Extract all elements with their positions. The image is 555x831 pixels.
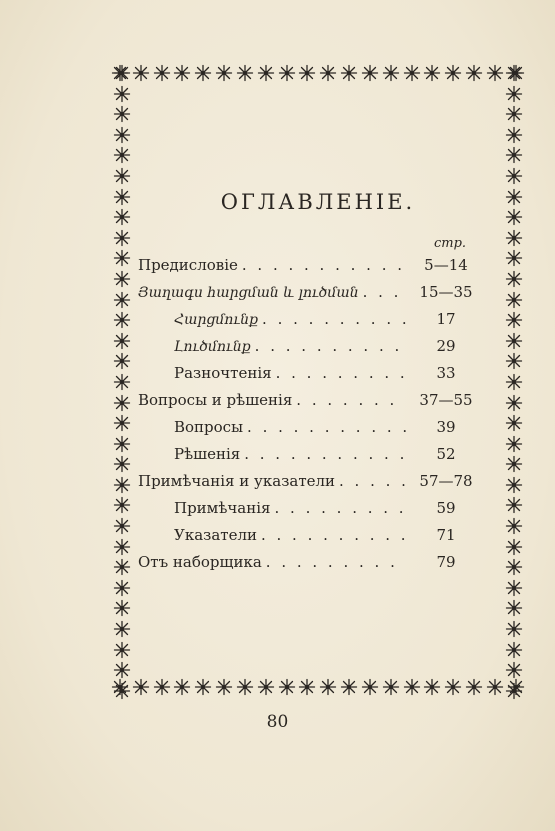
page-column-header: стр. [434,236,467,251]
asterisk-ornament-icon [113,414,131,432]
dot-leader [244,445,406,463]
asterisk-ornament-icon [113,579,131,597]
asterisk-ornament-icon [505,249,523,267]
toc-entry [138,256,486,283]
toc-entry-label: Հարցմունք [174,312,259,328]
toc-entry-page: 71 [436,526,456,544]
asterisk-ornament-icon [382,64,400,82]
asterisk-ornament-icon [505,311,523,329]
asterisk-ornament-icon [173,64,191,82]
asterisk-ornament-icon [505,620,523,638]
asterisk-ornament-icon [465,678,483,696]
asterisk-ornament-icon [340,64,358,82]
asterisk-ornament-icon [113,105,131,123]
asterisk-ornament-icon [505,682,523,700]
toc-entry [138,472,486,499]
asterisk-ornament-icon [361,64,379,82]
asterisk-ornament-icon [403,64,421,82]
toc-entry-page: 5—14 [424,256,468,274]
toc-entry [138,391,486,418]
asterisk-ornament-icon [319,678,337,696]
asterisk-ornament-icon [113,64,131,82]
toc-entry-label-wrap [138,256,406,274]
toc-entry-label: Отъ наборщика [138,553,262,571]
toc-entry-label-wrap [138,553,406,571]
toc-entry-page: 59 [436,499,456,517]
asterisk-ornament-icon [505,414,523,432]
asterisk-ornament-icon [113,167,131,185]
asterisk-ornament-icon [113,291,131,309]
dot-leader [296,391,406,409]
asterisk-ornament-icon [319,64,337,82]
toc-entry-label-wrap [138,283,406,301]
toc-entry-page: 37—55 [419,391,473,409]
toc-entry-label: Указатели [174,526,257,544]
dot-leader [261,526,406,544]
asterisk-ornament-icon [505,291,523,309]
border-left [111,64,133,700]
toc-entry-label: Լուծմունք [174,339,251,355]
asterisk-ornament-icon [505,455,523,473]
border-top [111,64,525,86]
asterisk-ornament-icon [113,373,131,391]
asterisk-ornament-icon [194,64,212,82]
toc-entry-page: 79 [436,553,456,571]
dot-leader [363,283,406,301]
toc-entry-page: 57—78 [419,472,473,490]
asterisk-ornament-icon [505,146,523,164]
asterisk-ornament-icon [505,332,523,350]
asterisk-ornament-icon [505,64,523,82]
page-number: 80 [266,712,289,732]
asterisk-ornament-icon [215,678,233,696]
asterisk-ornament-icon [505,496,523,514]
asterisk-ornament-icon [113,85,131,103]
asterisk-ornament-icon [444,678,462,696]
toc-entry-label-wrap [138,310,406,328]
toc-entry-label-wrap [138,526,406,544]
asterisk-ornament-icon [153,64,171,82]
dot-leader [242,256,406,274]
dot-leader [247,418,406,436]
toc-title: ОГЛАВЛЕНІЕ. [220,190,416,214]
asterisk-ornament-icon [236,64,254,82]
asterisk-ornament-icon [257,64,275,82]
asterisk-ornament-icon [113,538,131,556]
toc-entry [138,445,486,472]
toc-entry [138,337,486,364]
toc-entry-label: Примѣчанія [174,499,271,517]
asterisk-ornament-icon [236,678,254,696]
dot-leader [275,499,406,517]
asterisk-ornament-icon [113,352,131,370]
asterisk-ornament-icon [132,64,150,82]
dot-leader [266,553,406,571]
asterisk-ornament-icon [505,476,523,494]
asterisk-ornament-icon [113,476,131,494]
toc-entry-page: 17 [436,310,456,328]
asterisk-ornament-icon [113,332,131,350]
asterisk-ornament-icon [403,678,421,696]
asterisk-ornament-icon [278,678,296,696]
asterisk-ornament-icon [505,641,523,659]
toc-entry [138,364,486,391]
asterisk-ornament-icon [113,126,131,144]
toc-entry-label-wrap [138,391,406,409]
toc-entry-label: Рѣшенія [174,445,241,463]
asterisk-ornament-icon [113,229,131,247]
toc-entry-label: Разночтенія [174,364,272,382]
asterisk-ornament-icon [486,64,504,82]
asterisk-ornament-icon [505,85,523,103]
asterisk-ornament-icon [132,678,150,696]
asterisk-ornament-icon [505,352,523,370]
toc-entry-label: Вопросы и рѣшенія [138,391,293,409]
asterisk-ornament-icon [113,249,131,267]
asterisk-ornament-icon [113,270,131,288]
toc-entry-label: Предисловіе [138,256,238,274]
toc-entry [138,418,486,445]
asterisk-ornament-icon [423,64,441,82]
asterisk-ornament-icon [361,678,379,696]
asterisk-ornament-icon [505,579,523,597]
asterisk-ornament-icon [505,229,523,247]
asterisk-ornament-icon [505,517,523,535]
dot-leader [262,310,406,328]
toc-entry-label-wrap [138,472,406,490]
asterisk-ornament-icon [298,678,316,696]
toc-entry-page: 39 [436,418,456,436]
asterisk-ornament-icon [444,64,462,82]
asterisk-ornament-icon [505,373,523,391]
asterisk-ornament-icon [113,496,131,514]
asterisk-ornament-icon [505,270,523,288]
asterisk-ornament-icon [113,455,131,473]
toc-entry-label-wrap [138,445,406,463]
asterisk-ornament-icon [423,678,441,696]
asterisk-ornament-icon [382,678,400,696]
asterisk-ornament-icon [505,661,523,679]
asterisk-ornament-icon [505,599,523,617]
asterisk-ornament-icon [113,620,131,638]
toc-entry-label-wrap [138,337,406,355]
table-of-contents [138,256,486,580]
asterisk-ornament-icon [153,678,171,696]
toc-entry-page: 15—35 [419,283,473,301]
asterisk-ornament-icon [465,64,483,82]
asterisk-ornament-icon [113,661,131,679]
asterisk-ornament-icon [215,64,233,82]
asterisk-ornament-icon [257,678,275,696]
asterisk-ornament-icon [173,678,191,696]
border-right [503,64,525,700]
asterisk-ornament-icon [113,394,131,412]
toc-entry [138,499,486,526]
asterisk-ornament-icon [340,678,358,696]
asterisk-ornament-icon [505,538,523,556]
asterisk-ornament-icon [113,146,131,164]
toc-entry-page: 33 [436,364,456,382]
toc-entry-label: Примѣчанія и указатели [138,472,336,490]
toc-entry-label: Вопросы [174,418,244,436]
asterisk-ornament-icon [505,105,523,123]
asterisk-ornament-icon [113,599,131,617]
asterisk-ornament-icon [505,126,523,144]
asterisk-ornament-icon [278,64,296,82]
asterisk-ornament-icon [505,558,523,576]
asterisk-ornament-icon [505,435,523,453]
toc-entry-label: Յաղագս հարցման և լուծման [138,285,359,301]
asterisk-ornament-icon [194,678,212,696]
asterisk-ornament-icon [113,682,131,700]
dot-leader [255,337,406,355]
asterisk-ornament-icon [113,435,131,453]
asterisk-ornament-icon [113,641,131,659]
toc-entry-label-wrap [138,499,406,517]
toc-entry-label-wrap [138,418,406,436]
asterisk-ornament-icon [486,678,504,696]
dot-leader [339,472,406,490]
asterisk-ornament-icon [113,311,131,329]
toc-entry-page: 52 [436,445,456,463]
toc-entry [138,283,486,310]
asterisk-ornament-icon [113,517,131,535]
toc-entry-label-wrap [138,364,406,382]
asterisk-ornament-icon [113,558,131,576]
toc-entry [138,553,486,580]
asterisk-ornament-icon [298,64,316,82]
border-bottom [111,678,525,700]
asterisk-ornament-icon [505,394,523,412]
toc-entry [138,526,486,553]
asterisk-ornament-icon [505,167,523,185]
toc-entry-page: 29 [436,337,456,355]
dot-leader [276,364,406,382]
toc-entry [138,310,486,337]
